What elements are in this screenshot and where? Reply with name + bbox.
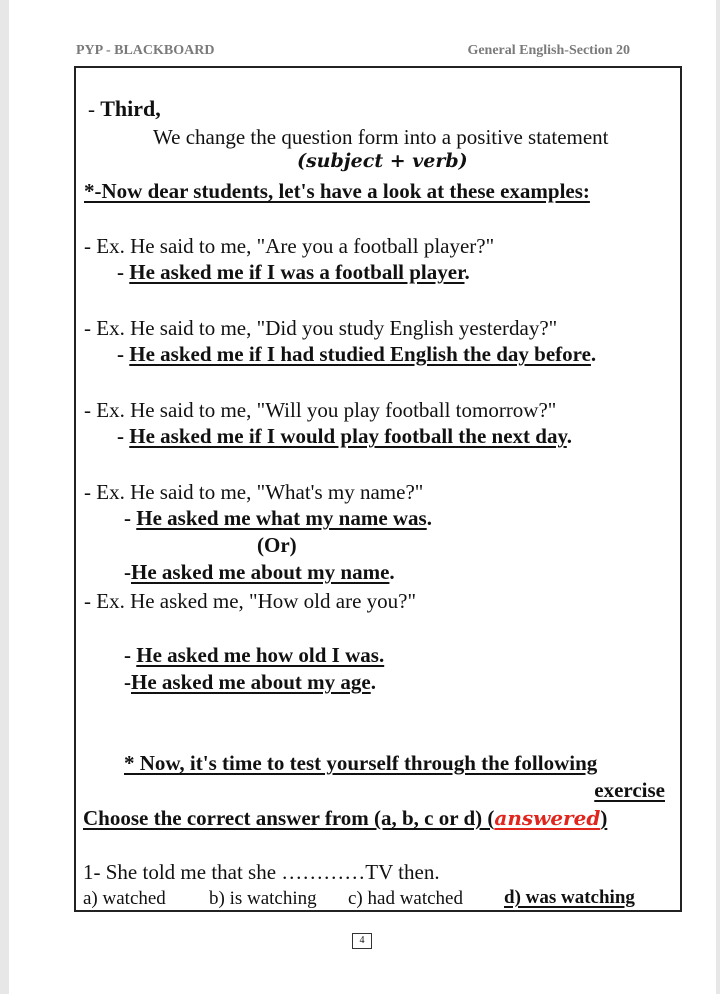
- test-intro-line-1: * Now, it's time to test yourself through the following: [124, 751, 598, 775]
- answered-label: answered: [494, 806, 601, 830]
- example-5: - Ex. He asked me, "How old are you?": [84, 589, 417, 613]
- choose-instruction: Choose the correct answer from (a, b, c or d) (answered): [83, 806, 608, 830]
- example-4-answer: - He asked me what my name was.: [124, 506, 432, 530]
- test-intro-line-2: exercise: [594, 778, 665, 802]
- option-b: b) is watching: [209, 888, 317, 909]
- header-left: PYP - BLACKBOARD: [76, 43, 215, 58]
- option-d-correct: d) was watching: [504, 887, 635, 908]
- example-1: - Ex. He said to me, "Are you a football player?": [84, 234, 495, 258]
- header-right: General English-Section 20: [467, 43, 630, 58]
- example-2-answer: - He asked me if I had studied English the day before.: [117, 342, 597, 366]
- subject-verb-note: (subject + verb): [297, 150, 468, 172]
- example-3-answer: - He asked me if I would play football the next day.: [117, 424, 573, 448]
- third-heading: - Third,: [88, 96, 161, 121]
- example-3: - Ex. He said to me, "Will you play football tomorrow?": [84, 398, 557, 422]
- example-2: - Ex. He said to me, "Did you study English yesterday?": [84, 316, 558, 340]
- option-a: a) watched: [83, 888, 166, 909]
- example-5-alternative: -He asked me about my age.: [124, 670, 376, 694]
- example-4: - Ex. He said to me, "What's my name?": [84, 480, 424, 504]
- change-text: We change the question form into a positive statement: [153, 125, 609, 149]
- page-number: 4: [352, 933, 372, 949]
- left-edge: [0, 0, 9, 994]
- right-edge: [716, 0, 720, 994]
- question-1: 1- She told me that she …………TV then.: [83, 860, 440, 884]
- option-c: c) had watched: [348, 888, 463, 909]
- example-5-answer: - He asked me how old I was.: [124, 643, 385, 667]
- example-1-answer: - He asked me if I was a football player.: [117, 260, 470, 284]
- example-4-alternative: -He asked me about my name.: [124, 560, 395, 584]
- examples-intro: *-Now dear students, let's have a look at these examples:: [84, 179, 590, 203]
- or-label: (Or): [257, 533, 297, 557]
